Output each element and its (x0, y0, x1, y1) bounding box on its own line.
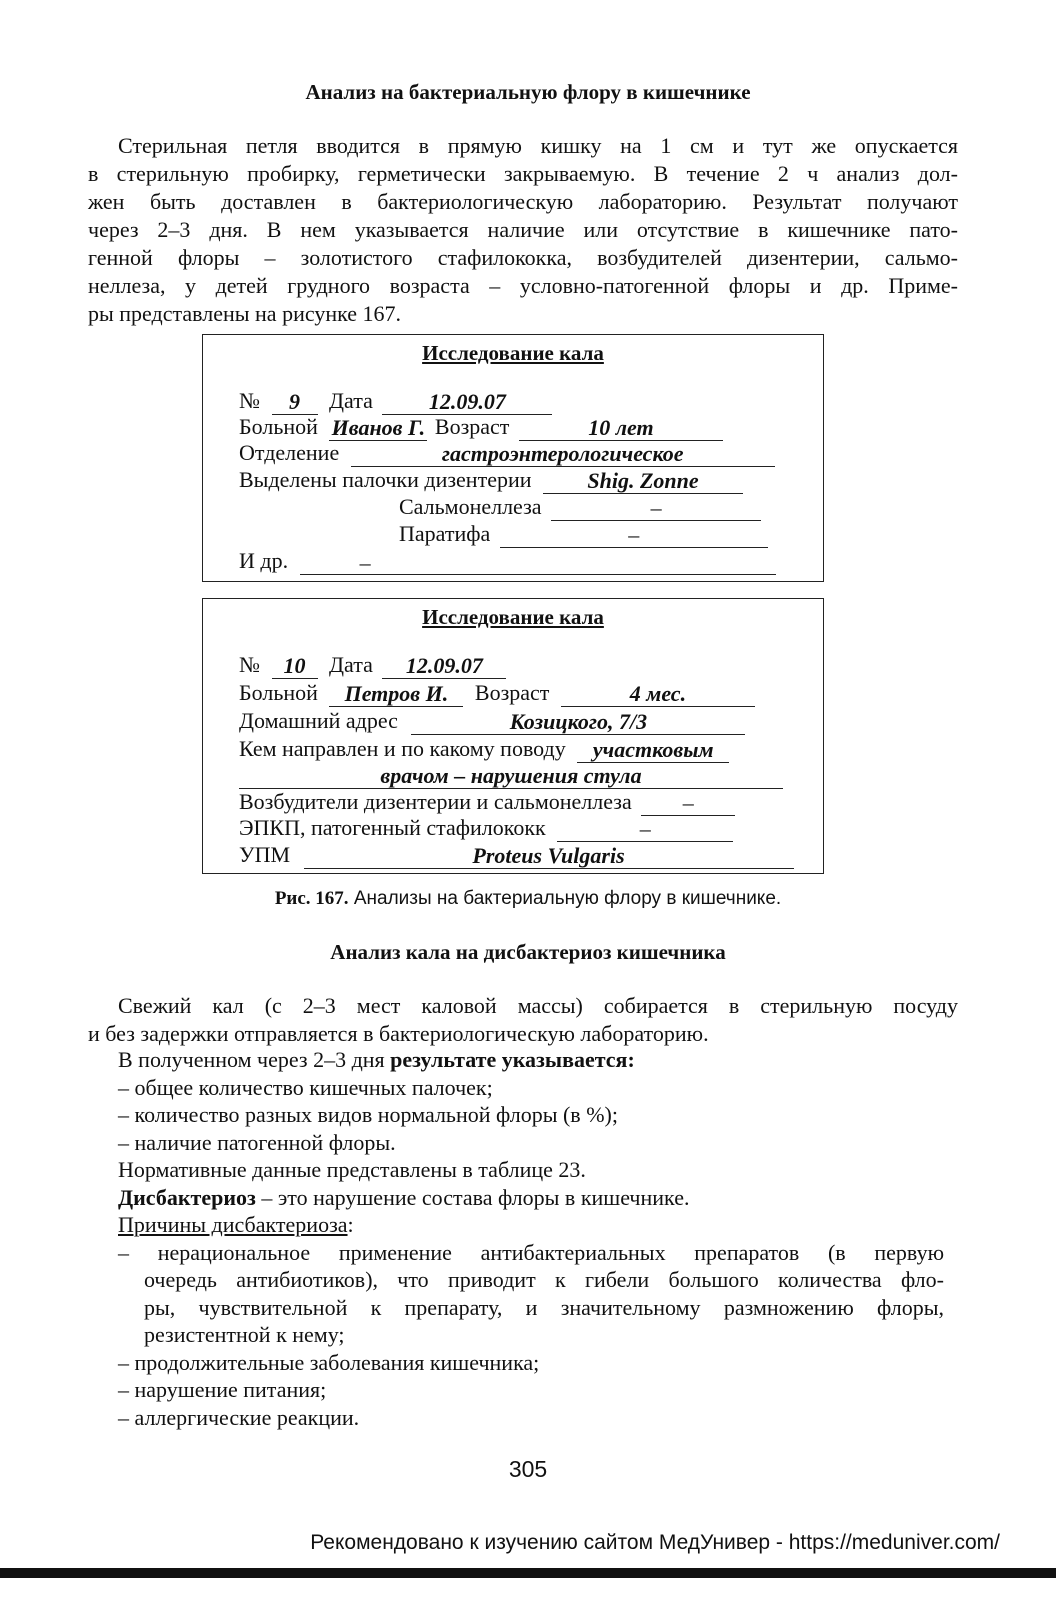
list-item-cont: ры, чувствительной к препарату, и значительному размножению флоры, (144, 1294, 944, 1320)
form-row-patient (239, 679, 755, 707)
form-row-etc (239, 547, 776, 575)
list-item-cont: очередь антибиотиков), что приводит к гибели большого количества фло- (144, 1267, 944, 1292)
form-row-referral (239, 735, 729, 763)
date-label: Дата (329, 652, 373, 677)
list-item: – наличие патогенной флоры. (118, 1129, 396, 1155)
dysentery-label: Выделены палочки дизентерии (239, 467, 532, 492)
result-prefix: В полученном через 2–3 дня (118, 1047, 391, 1072)
form-row-number-date (239, 651, 506, 679)
dysentery-value: – (641, 791, 735, 816)
page-number: 305 (508, 1456, 548, 1482)
section2-body (118, 1046, 958, 1431)
patient-label: Больной (239, 414, 318, 439)
dysbacteriosis-term: Дисбактериоз (118, 1184, 256, 1210)
caption-text: Анализы на бактериальную флору в кишечнике. (353, 888, 782, 909)
age-label: Возраст (474, 680, 550, 705)
date-value: 12.09.07 (382, 390, 552, 415)
paratyphoid-value: – (500, 523, 768, 548)
paratyphoid-label: Паратифа (399, 521, 491, 546)
age-value: 4 мес. (561, 682, 755, 707)
number-value: 10 (272, 654, 318, 679)
form-row-epkp (239, 814, 733, 842)
epkp-label: ЭПКП, патогенный стафилококк (239, 815, 546, 840)
referral-value-2: врачом – нарушения стула (239, 764, 783, 789)
list-item: – нарушение питания; (118, 1377, 327, 1402)
date-label: Дата (329, 388, 373, 413)
section-title-bacterial-flora: Анализ на бактериальную флору в кишечнике (305, 80, 751, 104)
number-value: 9 (272, 390, 318, 415)
epkp-value: – (557, 817, 733, 842)
list-item: – аллергические реакции. (118, 1404, 360, 1430)
para-line: Свежий кал (с 2–3 мест каловой массы) собирается в стерильную посуду (118, 993, 958, 1018)
section-title-dysbacteriosis: Анализ кала на дисбактериоз кишечника (330, 940, 726, 964)
dysbacteriosis-text: – это нарушение состава флоры в кишечнике. (255, 1184, 690, 1210)
department-label: Отделение (239, 440, 340, 465)
referral-label: Кем направлен и по какому поводу (239, 736, 566, 761)
footer-recommendation: Рекомендовано к изучению сайтом МедУнивер - https://meduniver.com/ (310, 1531, 1000, 1554)
para-line: неллеза, у детей грудного возраста – условно-патогенной флоры и др. Приме- (88, 273, 958, 298)
list-item-cont: резистентной к нему; (144, 1322, 345, 1347)
para-line: Стерильная петля вводится в прямую кишку на 1 см и тут же опускается (118, 133, 958, 158)
number-label: № (239, 652, 260, 677)
list-item: – продолжительные заболевания кишечника; (118, 1349, 540, 1375)
list-item: – количество разных видов нормальной флоры (в %); (118, 1102, 618, 1127)
salmonellosis-value: – (551, 496, 761, 521)
form-title: Исследование кала (422, 605, 604, 629)
figure-caption (0, 888, 1056, 910)
address-label: Домашний адрес (239, 708, 398, 733)
form-row-salmonellosis (399, 493, 761, 521)
number-label: № (239, 388, 260, 413)
department-value: гастроэнтерологическое (351, 442, 775, 467)
salmonellosis-label: Сальмонеллеза (399, 494, 542, 519)
form-row-dysentery (239, 788, 735, 816)
causes-title-line (118, 1211, 958, 1239)
form-row-department (239, 439, 775, 467)
para-line: генной флоры – золотистого стафилококка, возбудителей дизентерии, сальмо- (88, 245, 958, 270)
causes-colon: : (347, 1212, 354, 1237)
form-row-dysentery (239, 466, 743, 494)
stool-test-form-1 (202, 334, 824, 582)
etc-label: И др. (239, 548, 289, 573)
stool-test-form-2 (202, 598, 824, 874)
list-item: – общее количество кишечных палочек; (118, 1074, 493, 1100)
upm-label: УПМ (239, 842, 291, 867)
address-value: Козицкого, 7/3 (411, 710, 745, 735)
patient-label: Больной (239, 680, 318, 705)
form-row-referral-cont (239, 761, 783, 789)
age-value: 10 лет (519, 416, 723, 441)
age-label: Возраст (434, 414, 510, 439)
caption-label: Рис. 167. (274, 888, 349, 909)
form-row-patient (239, 413, 723, 441)
form-title: Исследование кала (422, 341, 604, 365)
para-line: в стерильную пробирку, герметически закрываемую. В течение 2 ч анализ дол- (88, 161, 958, 186)
result-line (118, 1046, 958, 1074)
para-line: жен быть доставлен в бактериологическую лабораторию. Результат получают (88, 189, 958, 214)
bottom-scan-border (0, 1568, 1056, 1578)
dysbacteriosis-definition (118, 1184, 958, 1212)
dysentery-label: Возбудители дизентерии и сальмонеллеза (239, 789, 632, 814)
form-row-paratyphoid (399, 520, 768, 548)
para-line: через 2–3 дня. В нем указывается наличие или отсутствие в кишечнике пато- (88, 217, 958, 242)
section1-paragraph (88, 132, 958, 328)
patient-value: Иванов Г. (329, 416, 427, 441)
para-line: и без задержки отправляется в бактериологическую лабораторию. (88, 1021, 709, 1046)
norm-line: Нормативные данные представлены в таблице 23. (118, 1157, 586, 1182)
form-row-number-date (239, 387, 552, 415)
form-row-address (239, 707, 745, 735)
patient-value: Петров И. (329, 682, 463, 707)
form-row-upm (239, 841, 794, 869)
para-line: ры представлены на рисунке 167. (88, 301, 401, 326)
list-item: – нерациональное применение антибактериальных препаратов (в первую (118, 1239, 944, 1265)
dysentery-value: Shig. Zonne (543, 469, 743, 494)
result-bold: результате указывается: (390, 1047, 635, 1072)
date-value: 12.09.07 (382, 654, 506, 679)
section2-intro (88, 992, 958, 1048)
upm-value: Proteus Vulgaris (304, 844, 794, 869)
referral-value-1: участковым (577, 738, 729, 763)
etc-value: – (300, 551, 776, 575)
causes-title: Причины дисбактериоза (118, 1212, 348, 1237)
